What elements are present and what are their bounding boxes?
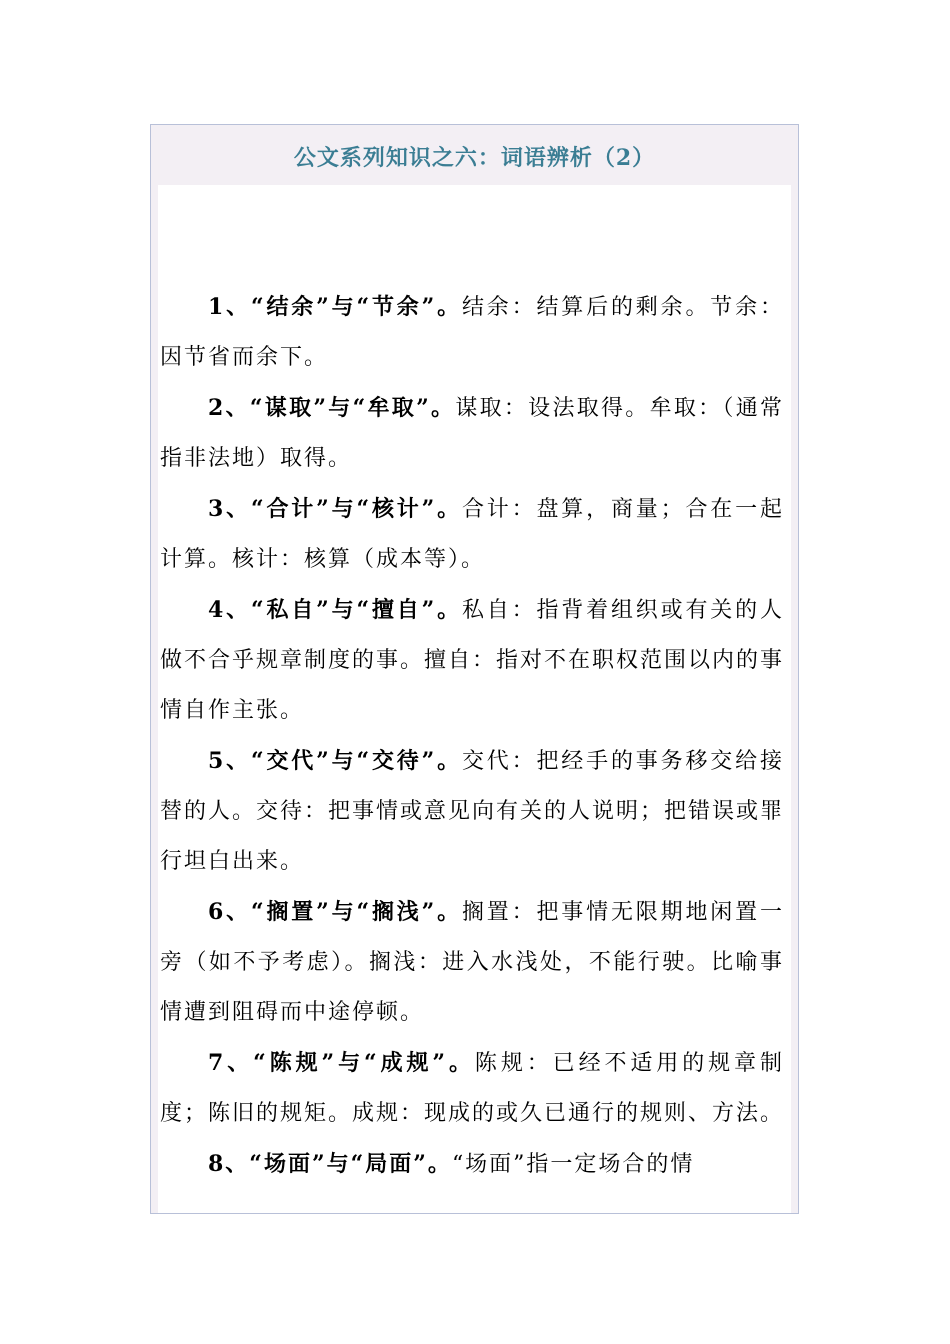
entry-definition: 搁置：把事情无限期地闲置一旁（如不予考虑）。搁浅：进入水浅处，不能行驶。比喻事情遭到阻碍而中途停顿。 [160, 900, 784, 1025]
document-content [158, 185, 791, 1213]
entry-5 [160, 736, 784, 887]
entry-heading: 4、“私自”与“擅自”。 [208, 597, 462, 623]
entries-list [160, 282, 784, 1190]
document-title: 公文系列知识之六：词语辨析（2） [293, 145, 656, 171]
document-frame [150, 124, 799, 1214]
entry-heading: 1、“结余”与“节余”。 [208, 294, 462, 320]
entry-heading: 5、“交代”与“交待”。 [208, 748, 462, 774]
entry-1 [160, 282, 784, 383]
entry-definition: 私自：指背着组织或有关的人做不合乎规章制度的事。擅自：指对不在职权范围以内的事情自作主张。 [160, 598, 785, 723]
entry-7 [160, 1038, 784, 1139]
entry-definition: “场面”指一定场合的情 [451, 1152, 695, 1177]
entry-definition: 交代：把经手的事务移交给接替的人。交待：把事情或意见向有关的人说明；把错误或罪行坦白出来。 [160, 749, 785, 874]
entry-heading: 2、“谋取”与“牟取”。 [208, 395, 456, 421]
entry-heading: 7、“陈规”与“成规”。 [208, 1050, 475, 1076]
entry-definition: 陈规：已经不适用的规章制度；陈旧的规矩。成规：现成的或久已通行的规则、方法。 [160, 1051, 785, 1126]
entry-6 [160, 887, 784, 1038]
entry-definition: 谋取：设法取得。牟取：（通常指非法地）取得。 [160, 396, 784, 471]
entry-3 [160, 484, 784, 585]
entry-8 [160, 1139, 784, 1190]
entry-4 [160, 585, 784, 736]
entry-2 [160, 383, 784, 484]
entry-definition: 结余：结算后的剩余。节余：因节省而余下。 [160, 295, 784, 370]
entry-heading: 8、“场面”与“局面”。 [208, 1151, 452, 1177]
entry-heading: 3、“合计”与“核计”。 [208, 496, 462, 522]
entry-definition: 合计：盘算，商量；合在一起计算。核计：核算（成本等）。 [160, 497, 784, 572]
entry-heading: 6、“搁置”与“搁浅”。 [208, 899, 462, 925]
